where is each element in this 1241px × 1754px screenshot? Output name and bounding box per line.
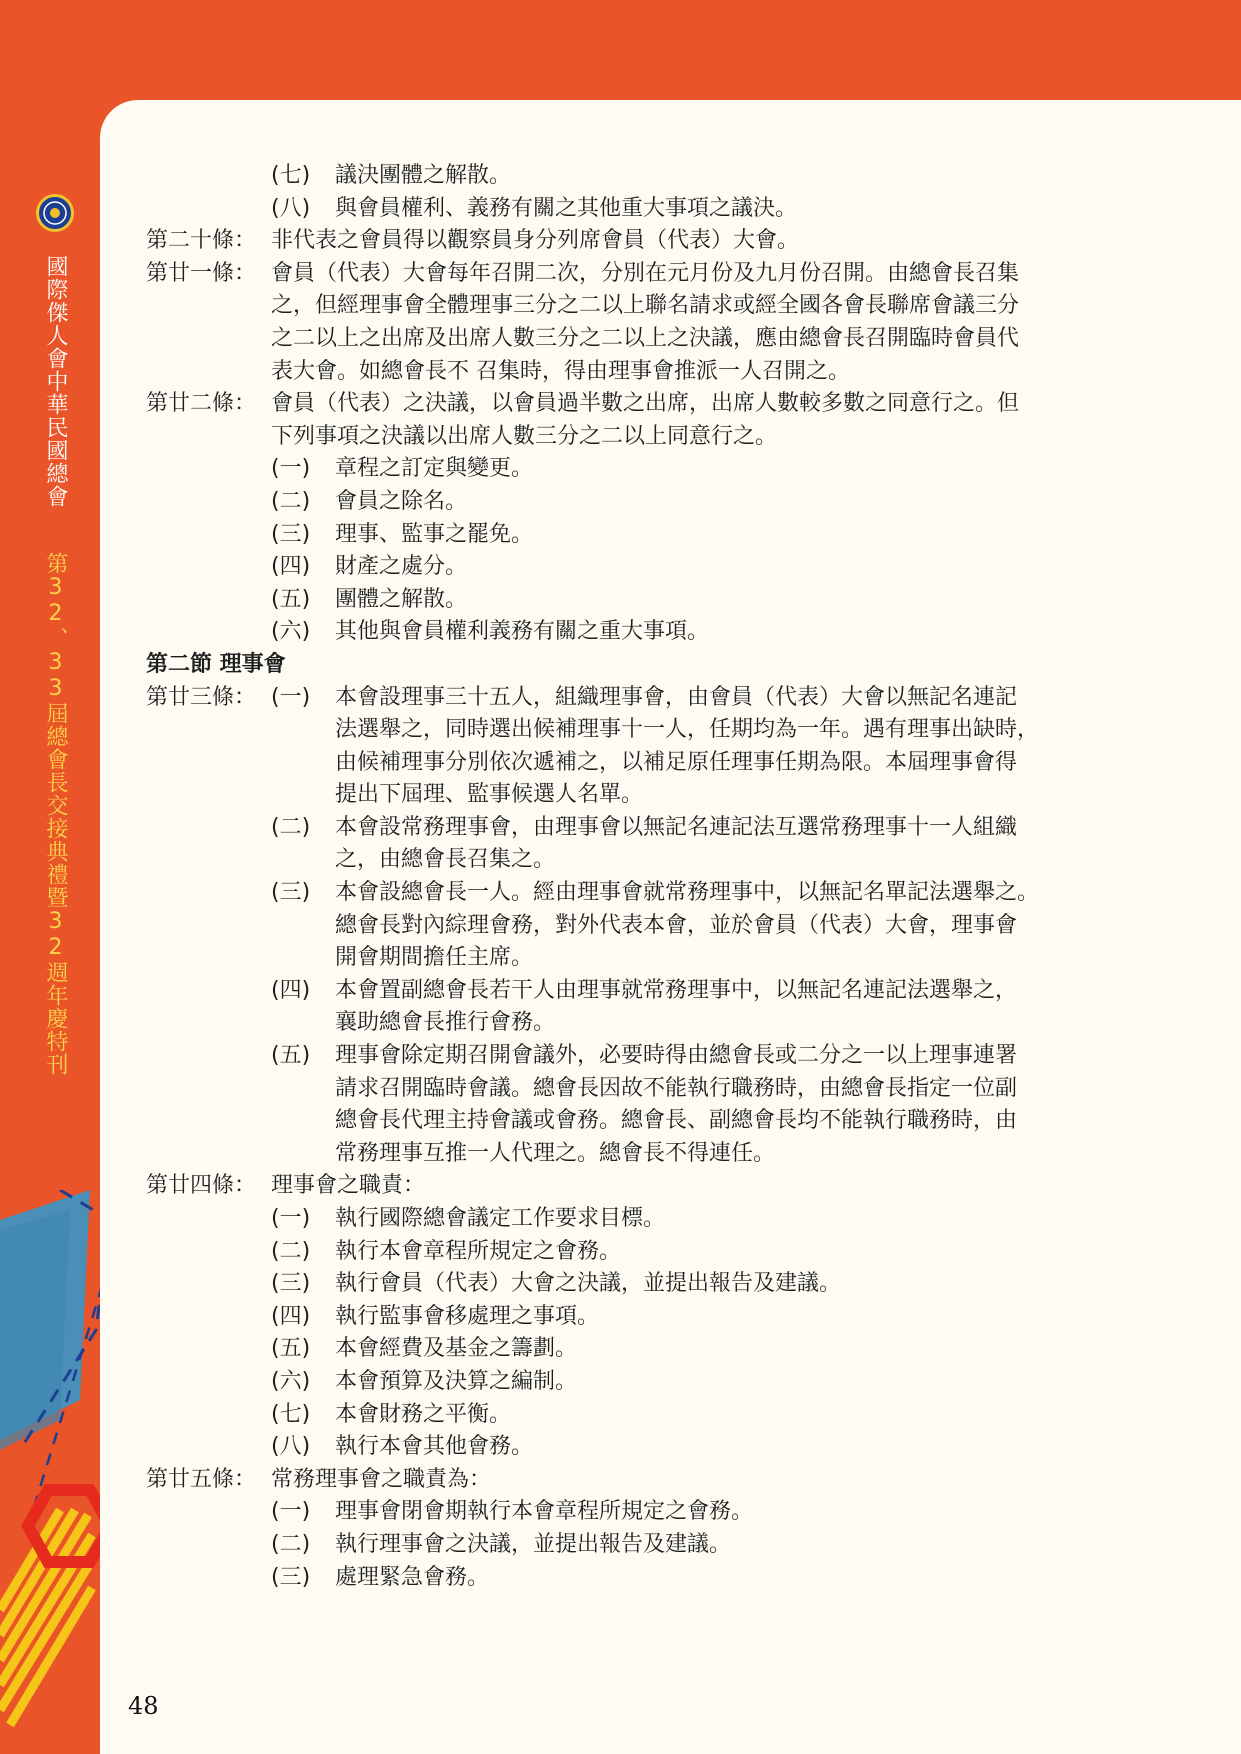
text-line [146, 1431, 1146, 1464]
text-line [146, 421, 1146, 454]
page-number: 48 [128, 1692, 159, 1720]
text-line [146, 1203, 1146, 1236]
line-text: 法選舉之，同時選出候補理事十一人，任期均為一年。遇有理事出缺時， [335, 717, 1040, 743]
line-text: 執行監事會移處理之事項。 [335, 1303, 600, 1329]
text-line [146, 486, 1146, 519]
document-body [146, 160, 1146, 1594]
item-number: (四) [271, 554, 311, 580]
item-number: (四) [271, 977, 311, 1003]
line-text: 表大會。如總會長不 召集時，得由理事會推派一人召開之。 [271, 358, 850, 384]
org-name: 國際傑人會中華民國總會 [43, 255, 68, 508]
line-text: 章程之訂定與變更。 [335, 456, 534, 482]
item-number: (三) [271, 880, 311, 906]
text-line [146, 258, 1146, 291]
item-number: (三) [271, 521, 311, 547]
text-line [146, 779, 1146, 812]
line-text: 總會長代理主持會議或會務。總會長、副總會長均不能執行職務時，由 [335, 1108, 1018, 1134]
line-text: 本會設總會長一人。經由理事會就常務理事中，以無記名單記法選舉之。 [335, 880, 1040, 906]
item-number: (五) [271, 1336, 311, 1362]
line-text: 會員（代表）大會每年召開二次，分別在元月份及九月份召開。由總會長召集 [271, 260, 1020, 286]
text-line [146, 1399, 1146, 1432]
text-line [146, 193, 1146, 226]
line-text: 理事會之職責： [271, 1173, 426, 1199]
text-line [146, 160, 1146, 193]
item-number: (八) [271, 195, 311, 221]
text-line [146, 1073, 1146, 1106]
line-text: 本會財務之平衡。 [335, 1401, 512, 1427]
text-line [146, 453, 1146, 486]
line-text: 提出下屆理、監事候選人名單。 [335, 782, 644, 808]
text-line [146, 356, 1146, 389]
line-text: 之，但經理事會全體理事三分之二以上聯名請求或經全國各會長聯席會議三分 [271, 293, 1020, 319]
item-number: (一) [271, 684, 311, 710]
item-number: (四) [271, 1303, 311, 1329]
line-text: 執行會員（代表）大會之決議，並提出報告及建議。 [335, 1271, 842, 1297]
text-line [146, 844, 1146, 877]
text-line [146, 1236, 1146, 1269]
text-line [146, 1301, 1146, 1334]
text-line [146, 1464, 1146, 1497]
line-text: 由候補理事分別依次遞補之，以補足原任理事任期為限。本屆理事會得 [335, 749, 1018, 775]
item-number: (二) [271, 1238, 311, 1264]
line-text: 常務理事會之職責為： [271, 1466, 492, 1492]
line-text: 之，由總會長召集之。 [335, 847, 556, 873]
line-text: 執行本會章程所規定之會務。 [335, 1238, 622, 1264]
line-text: 其他與會員權利義務有關之重大事項。 [335, 619, 710, 645]
line-text: 常務理事互推一人代理之。總會長不得連任。 [335, 1140, 776, 1166]
text-line [146, 910, 1146, 943]
section-heading [146, 649, 1146, 682]
item-number: (三) [271, 1271, 311, 1297]
article-label: 第廿一條： [146, 260, 257, 286]
item-number: (二) [271, 814, 311, 840]
item-number: (一) [271, 1499, 311, 1525]
line-text: 會員之除名。 [335, 488, 468, 514]
item-number: (五) [271, 1043, 311, 1069]
line-text: 襄助總會長推行會務。 [335, 1010, 556, 1036]
line-text: 本會置副總會長若干人由理事就常務理事中，以無記名連記法選舉之， [335, 977, 1018, 1003]
item-number: (六) [271, 619, 311, 645]
line-text: 與會員權利、義務有關之其他重大事項之議決。 [335, 195, 798, 221]
line-text: 下列事項之決議以出席人數三分之二以上同意行之。 [271, 423, 778, 449]
article-label: 第廿五條： [146, 1466, 257, 1492]
text-line [146, 682, 1146, 715]
line-text: 非代表之會員得以觀察員身分列席會員（代表）大會。 [271, 228, 800, 254]
text-line [146, 942, 1146, 975]
line-text: 開會期間擔任主席。 [335, 945, 534, 971]
line-text: 本會經費及基金之籌劃。 [335, 1336, 578, 1362]
item-number: (一) [271, 1206, 311, 1231]
sidebar-vertical-title [35, 255, 75, 1076]
item-number: (六) [271, 1368, 311, 1394]
line-text: 議決團體之解散。 [335, 163, 512, 188]
line-text: 理事會閉會期執行本會章程所規定之會務。 [335, 1499, 754, 1525]
text-line [146, 290, 1146, 323]
text-line [146, 323, 1146, 356]
article-label: 第廿四條： [146, 1173, 257, 1199]
text-line [146, 1496, 1146, 1529]
line-text: 團體之解散。 [335, 586, 468, 612]
text-line [146, 1007, 1146, 1040]
text-line [146, 1562, 1146, 1595]
article-label: 第廿二條： [146, 391, 257, 417]
line-text: 本會預算及決算之編制。 [335, 1368, 578, 1394]
item-number: (二) [271, 488, 311, 514]
text-line [146, 551, 1146, 584]
line-text: 財產之處分。 [335, 554, 468, 580]
line-text: 之二以上之出席及出席人數三分之二以上之決議，應由總會長召開臨時會員代 [271, 325, 1020, 351]
text-line [146, 747, 1146, 780]
text-line [146, 1268, 1146, 1301]
line-text: 請求召開臨時會議。總會長因故不能執行職務時，由總會長指定一位副 [335, 1075, 1018, 1101]
text-line [146, 1105, 1146, 1138]
item-number: (二) [271, 1531, 311, 1557]
line-text: 本會設理事三十五人，組織理事會，由會員（代表）大會以無記名連記 [335, 684, 1018, 710]
item-number: (七) [271, 163, 311, 188]
text-line [146, 1366, 1146, 1399]
text-line [146, 812, 1146, 845]
line-text: 第二節 理事會 [146, 651, 286, 677]
item-number: (八) [271, 1434, 311, 1460]
text-line [146, 1138, 1146, 1171]
line-text: 執行國際總會議定工作要求目標。 [335, 1206, 666, 1231]
text-line [146, 616, 1146, 649]
top-orange-band [0, 0, 1241, 100]
text-line [146, 714, 1146, 747]
text-line [146, 877, 1146, 910]
text-line [146, 1170, 1146, 1203]
text-line [146, 975, 1146, 1008]
line-text: 總會長對內綜理會務，對外代表本會，並於會員（代表）大會，理事會 [335, 912, 1018, 938]
line-text: 理事會除定期召開會議外，必要時得由總會長或二分之一以上理事連署 [335, 1043, 1018, 1069]
text-line [146, 1333, 1146, 1366]
line-text: 執行理事會之決議，並提出報告及建議。 [335, 1531, 732, 1557]
publication-title: 第32、33屆總會長交接典禮暨32週年慶特刊 [43, 552, 68, 1076]
text-line [146, 388, 1146, 421]
text-line [146, 1040, 1146, 1073]
item-number: (七) [271, 1401, 311, 1427]
item-number: (五) [271, 586, 311, 612]
article-label: 第二十條： [146, 228, 257, 254]
line-text: 本會設常務理事會，由理事會以無記名連記法互選常務理事十一人組織 [335, 814, 1018, 840]
line-text: 會員（代表）之決議，以會員過半數之出席，出席人數較多數之同意行之。但 [271, 391, 1020, 417]
text-line [146, 225, 1146, 258]
line-text: 理事、監事之罷免。 [335, 521, 534, 547]
article-label: 第廿三條： [146, 684, 257, 710]
line-text: 執行本會其他會務。 [335, 1434, 534, 1460]
text-line [146, 584, 1146, 617]
line-text: 處理緊急會務。 [335, 1564, 490, 1590]
item-number: (三) [271, 1564, 311, 1590]
text-line [146, 1529, 1146, 1562]
text-line [146, 519, 1146, 552]
org-emblem-icon [36, 194, 74, 232]
item-number: (一) [271, 456, 311, 482]
